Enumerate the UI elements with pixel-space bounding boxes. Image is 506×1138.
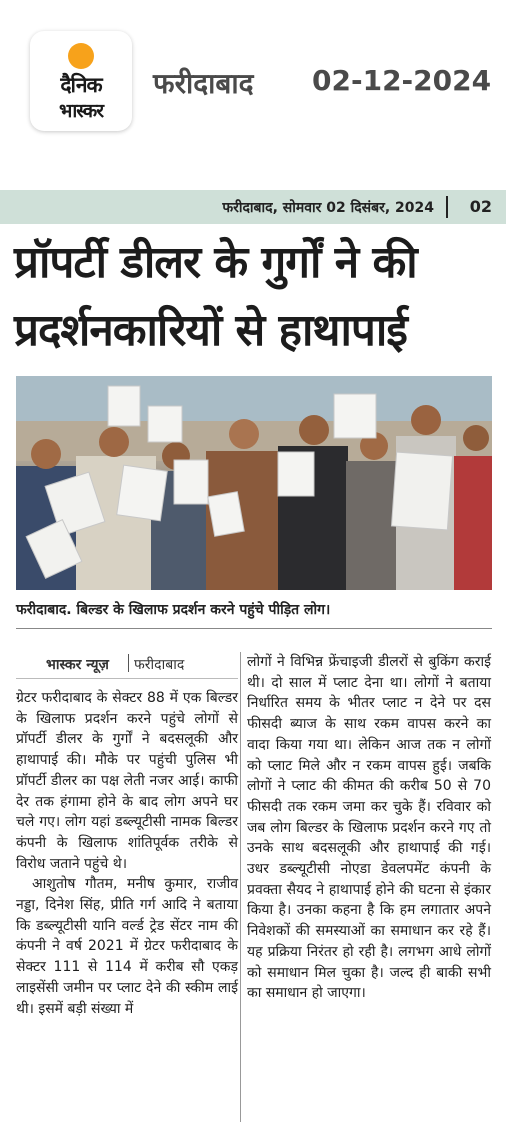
app-header [0, 0, 506, 160]
article-paragraph: आशुतोष गौतम, मनीष कुमार, राजीव नड्डा, दिनेश सिंह, प्रीति गर्ग आदि ने बताया कि डब्ल्यूटीसी यानि वर्ल्ड ट्रेड सेंटर नाम की कंपनी ने वर्ष 2021 में ग्रेटर फरीदाबाद के सेक्टर 111 से 114 में करीब सौ एकड़ लाइसेंसी जमीन पर प्लाट देने की स्कीम लाई थी। इसमें बड़ी संख्या में [16, 876, 238, 1017]
edition-city: फरीदाबाद [153, 67, 254, 100]
logo-text-line2: भास्कर [58, 100, 104, 122]
photo-caption: फरीदाबाद. बिल्डर के खिलाफ प्रदर्शन करने पहुंचे पीड़ित लोग। [16, 602, 331, 618]
headline-line1: प्रॉपर्टी डीलर के गुर्गों ने की [14, 237, 417, 288]
byline-underline [16, 678, 238, 679]
dainik-bhaskar-logo[interactable] [30, 31, 132, 131]
article-paragraph: ग्रेटर फरीदाबाद के सेक्टर 88 में एक बिल्डर के खिलाफ प्रदर्शन करने पहुंचे लोगों से प्रॉपर्टी डीलर के गुर्गों ने बदसलूकी और हाथापाई की। मौके पर पहुंची पुलिस भी प्रॉपर्टी डीलर का पक्ष लेती नजर आई। काफी देर तक हंगामा होने के बाद लोग अपने घर चले गए। लोग यहां डब्ल्यूटीसी नामक बिल्डर कंपनी के खिलाफ शांतिपूर्वक तरीके से विरोध जताने पहुंचे थे। [16, 690, 238, 872]
byline-source: भास्कर न्यूज़ [46, 657, 109, 673]
byline-divider [128, 654, 129, 672]
page-number: 02 [469, 197, 492, 216]
caption-rule [16, 628, 492, 629]
dateline-bar [0, 190, 506, 224]
article-column-left [16, 688, 238, 1019]
dateline-divider [446, 196, 448, 218]
edition-date: 02-12-2024 [312, 64, 492, 97]
logo-text-line1: दैनिक [60, 73, 102, 97]
newspaper-clipping [0, 190, 506, 1138]
protest-photo [16, 376, 492, 590]
dateline-text: फरीदाबाद, सोमवार 02 दिसंबर, 2024 [222, 200, 434, 216]
article-paragraph: लोगों ने विभिन्न फ्रेंचाइजी डीलरों से बुकिंग कराई थी। दो साल में प्लाट देना था। लोगों ने बताया निर्धारित समय के भीतर प्लाट न देने पर दस फीसदी ब्याज के साथ रकम वापस करने का वादा किया गया था। लेकिन आज तक न लोगों को प्लाट मिले और न रकम वापस हुई। जबकि लोगों ने प्लाट की कीमत की करीब 50 से 70 फीसदी तक रकम जमा कर चुके हैं। रविवार को जब लोग बिल्डर के खिलाफ प्रदर्शन करने गए तो उनके साथ बदसलूकी और हाथापाई की गई। उधर डब्ल्यूटीसी नोएडा डेवलपमेंट कंपनी के प्रवक्ता सैयद ने हाथापाई होने की घटना से इंकार किया है। उनका कहना है कि हम लगातार अपने निवेशकों की समस्याओं का समाधान कर रहे हैं। यह प्रक्रिया निरंतर हो रही है। लगभग आधे लोगों को समाधान मिल चुका है। जल्द ही बाकी सभी का समाधान हो जाएगा। [247, 654, 491, 1002]
headline-line2: प्रदर्शनकारियों से हाथापाई [14, 305, 407, 356]
protest-photo-art [16, 376, 492, 590]
column-divider [240, 652, 241, 1122]
article-column-right [247, 652, 491, 1004]
sun-icon [68, 43, 94, 69]
byline-location: फरीदाबाद [134, 657, 185, 673]
